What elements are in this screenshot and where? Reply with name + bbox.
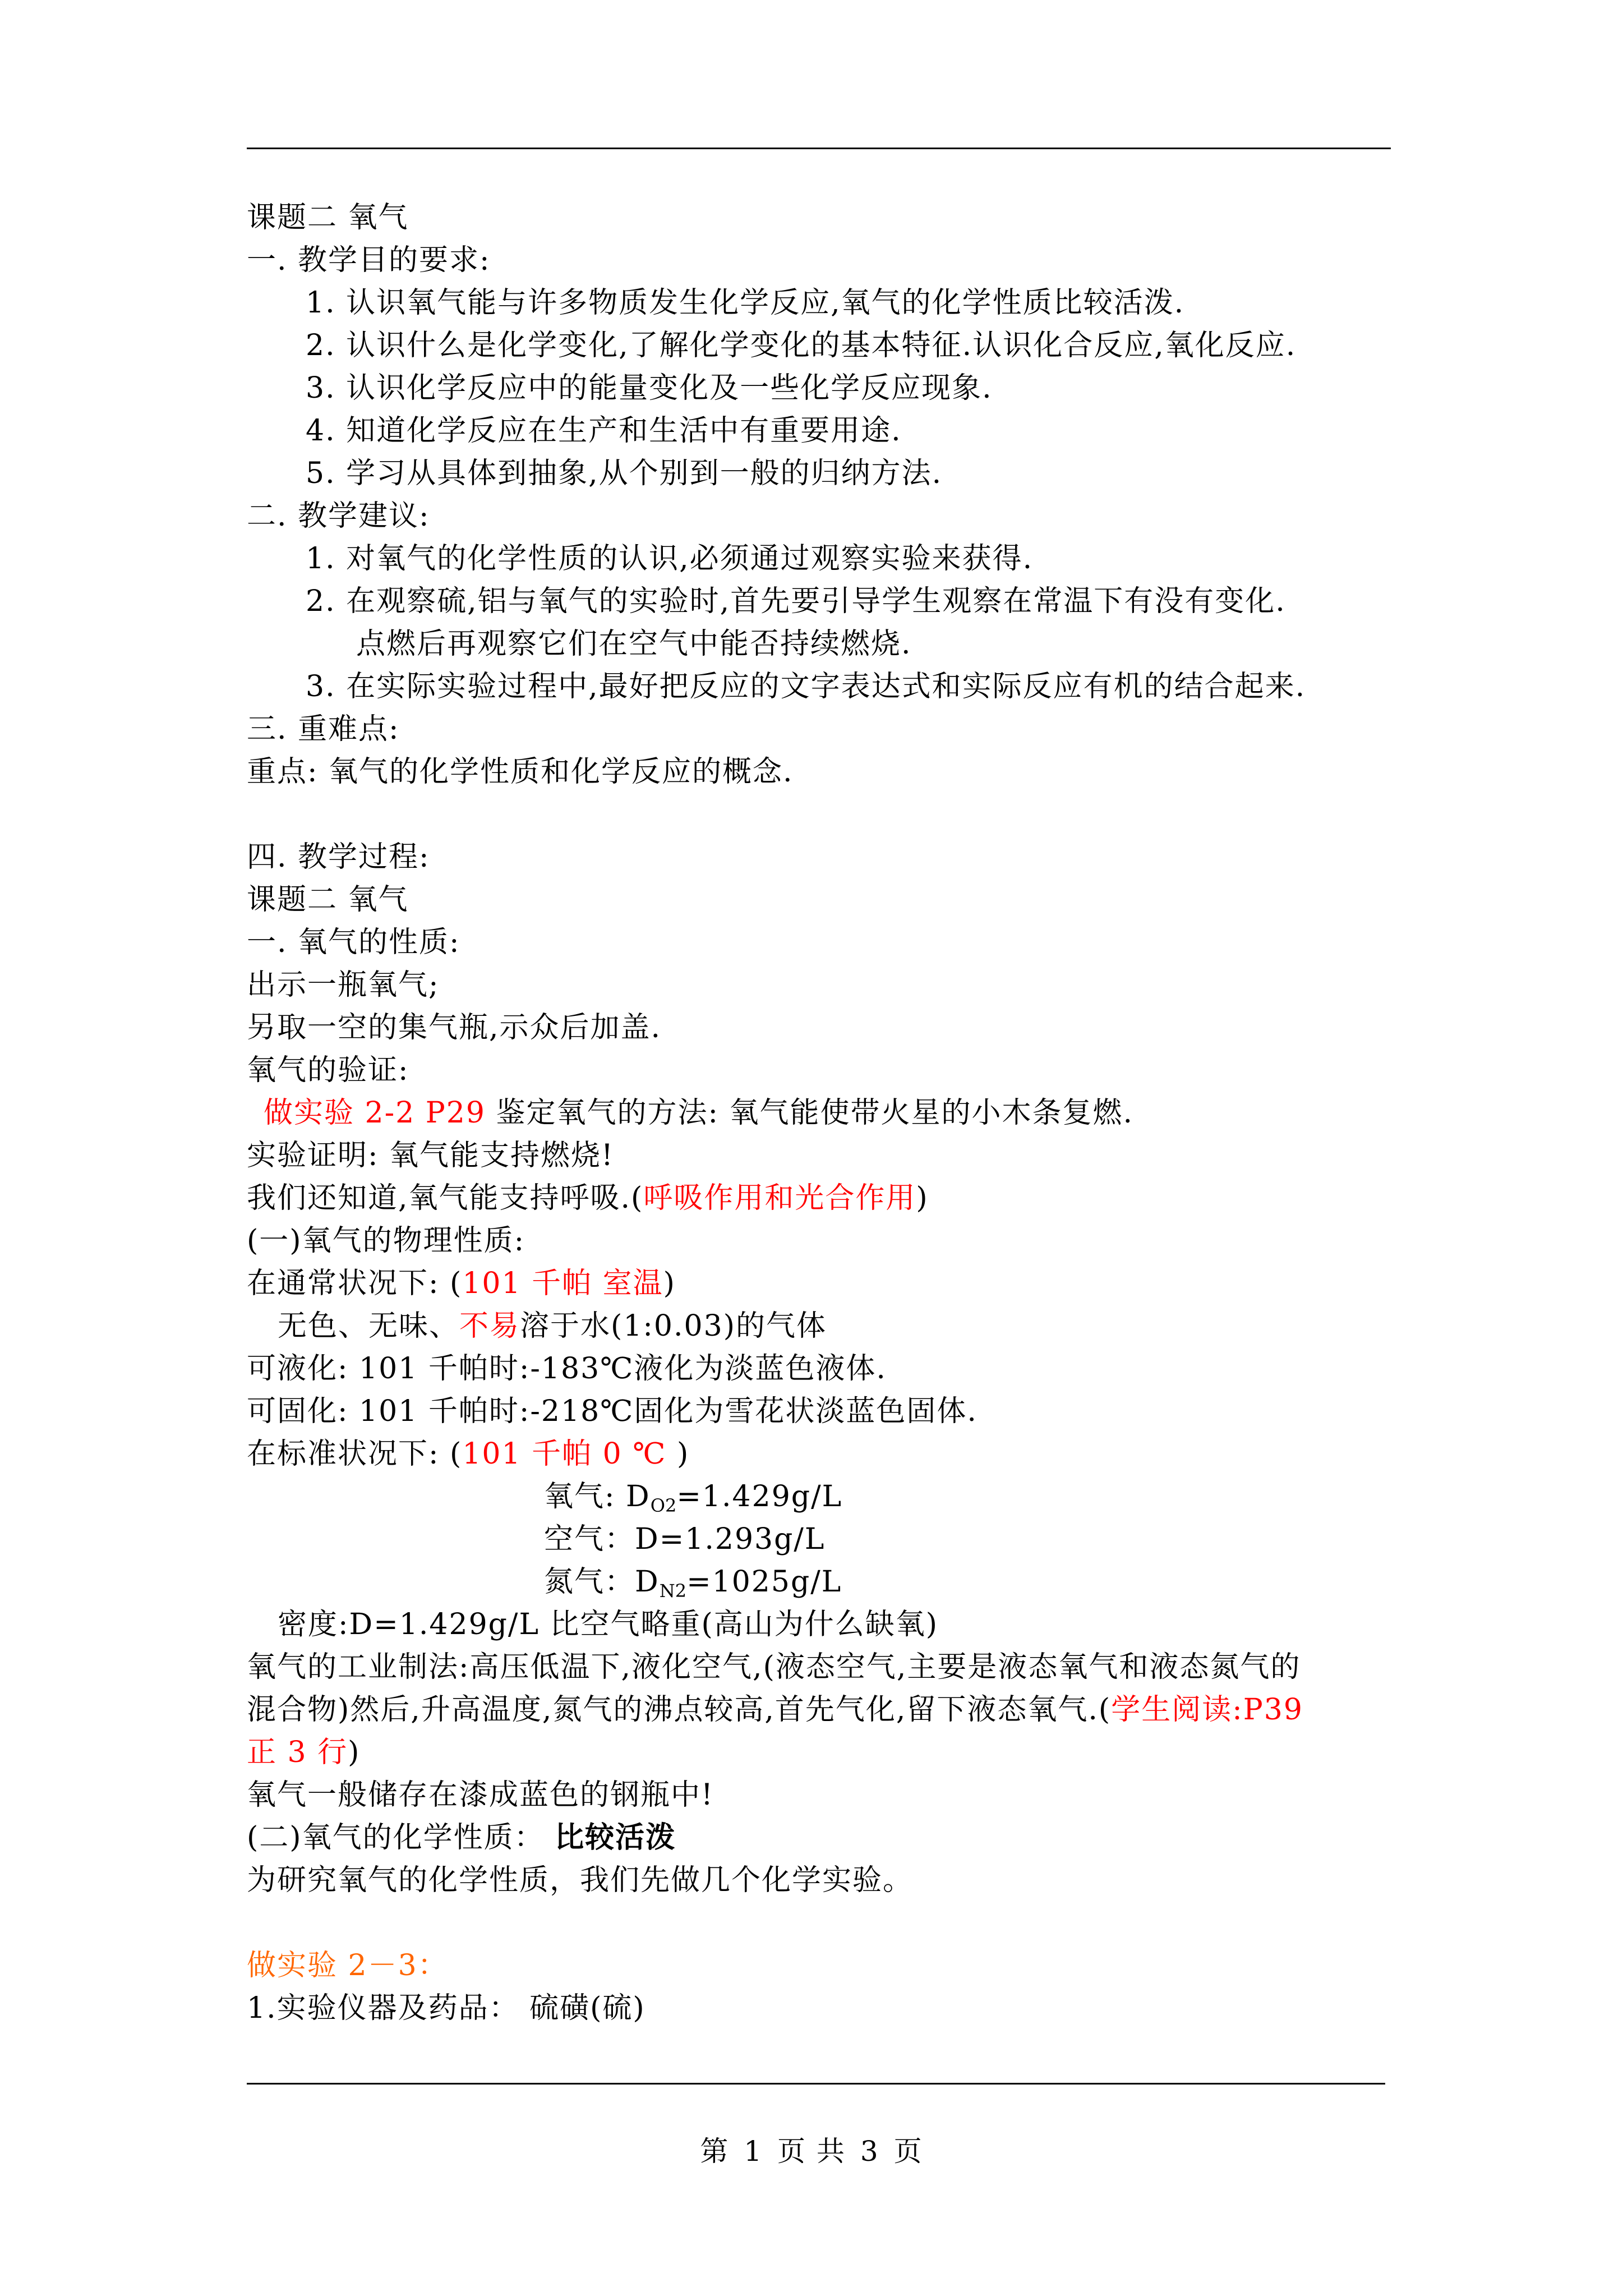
text-line: 1.实验仪器及药品： 硫磺(硫) (247, 1991, 645, 2025)
section-key-points-heading: 三. 重难点: (247, 712, 400, 746)
section-process-heading: 四. 教学过程: (247, 840, 430, 874)
chemical-properties-line (247, 1818, 676, 1858)
breath-line (247, 1178, 929, 1218)
appearance-text: 无色、无味、 (278, 1309, 460, 1343)
normal-conditions-line (247, 1263, 676, 1304)
suggestion-item: 3. 在实际实验过程中,最好把反应的文字表达式和实际反应有机的结合起来. (306, 670, 1306, 703)
text-line: 另取一空的集气瓶,示众后加盖. (247, 1011, 662, 1045)
industrial-highlight: 学生阅读:P39 (1111, 1693, 1303, 1727)
text-line: 出示一瓶氧气; (247, 968, 440, 1002)
physical-properties-heading: (一)氧气的物理性质: (247, 1224, 525, 1258)
key-point: 重点: 氧气的化学性质和化学反应的概念. (247, 755, 794, 789)
footer-middle: 页 共 (777, 2135, 846, 2168)
text-line: 氧气一般储存在漆成蓝色的钢瓶中! (247, 1778, 714, 1812)
oxygen-density-text: 氧气: D (544, 1480, 651, 1513)
oxygen-properties-heading: 一. 氧气的性质: (247, 926, 460, 959)
nitrogen-density-subscript: N2 (659, 1580, 687, 1602)
experiment-2-3-heading: 做实验 2－3： (247, 1949, 448, 1982)
lesson-title: 课题二 氧气 (247, 201, 409, 234)
appearance-highlight: 不易 (459, 1309, 520, 1343)
oxygen-density-value: =1.429g/L (676, 1480, 843, 1513)
footer-suffix: 页 (893, 2135, 923, 2168)
nitrogen-density-line (544, 1562, 842, 1611)
experiment-2-2-text: 鉴定氧气的方法: 氧气能使带火星的小木条复燃. (485, 1096, 1134, 1130)
text-line: 实验证明: 氧气能支持燃烧! (247, 1139, 614, 1172)
appearance-text-end: 溶于水(1:0.03)的气体 (520, 1309, 827, 1343)
standard-conditions-line (247, 1434, 689, 1474)
objective-item: 5. 学习从具体到抽象,从个别到一般的归纳方法. (306, 457, 943, 490)
section-suggestions-heading: 二. 教学建议: (247, 499, 430, 533)
text-line: 可固化: 101 千帕时:-218℃固化为雪花状淡蓝色固体. (247, 1395, 978, 1428)
normal-highlight: 101 千帕 室温 (462, 1267, 663, 1300)
oxygen-density-line (544, 1476, 842, 1526)
industrial-line-3 (247, 1732, 360, 1773)
standard-close: ) (666, 1437, 690, 1471)
industrial-line-2 (247, 1690, 1303, 1730)
text-line: 氧气的工业制法:高压低温下,液化空气,(液态空气,主要是液态氧气和液态氮气的 (247, 1650, 1301, 1684)
suggestion-item: 1. 对氧气的化学性质的认识,必须通过观察实验来获得. (306, 542, 1034, 576)
chemical-properties-bold: 比较活泼 (555, 1820, 676, 1855)
text-line: 为研究氧气的化学性质，我们先做几个化学实验。 (247, 1864, 914, 1897)
header-rule (247, 148, 1391, 149)
objective-item: 2. 认识什么是化学变化,了解化学变化的基本特征.认识化合反应,氧化反应. (306, 329, 1297, 362)
suggestion-item-continued: 点燃后再观察它们在空气中能否持续燃烧. (356, 627, 912, 661)
oxygen-density-subscript: O2 (650, 1495, 677, 1516)
footer-page-number: 1 (744, 2135, 763, 2168)
industrial-close: ) (348, 1736, 361, 1769)
section-objectives-heading: 一. 教学目的要求: (247, 243, 491, 277)
normal-close: ) (663, 1267, 676, 1300)
text-line: 可液化: 101 千帕时:-183℃液化为淡蓝色液体. (247, 1352, 887, 1386)
nitrogen-density-text: 氮气：D (544, 1565, 660, 1599)
industrial-text: 混合物)然后,升高温度,氮气的沸点较高,首先气化,留下液态氧气.( (247, 1693, 1112, 1727)
industrial-highlight-end: 正 3 行 (247, 1736, 348, 1769)
suggestion-item: 2. 在观察硫,铝与氧气的实验时,首先要引导学生观察在常温下有没有变化. (306, 585, 1286, 618)
chemical-properties-heading: (二)氧气的化学性质： (247, 1821, 555, 1855)
nitrogen-density-value: =1025g/L (686, 1565, 842, 1599)
footer-page-total: 3 (860, 2135, 879, 2168)
footer-rule (247, 2083, 1385, 2085)
normal-text: 在通常状况下: ( (247, 1267, 463, 1300)
text-line: 密度:D=1.429g/L 比空气略重(高山为什么缺氧) (278, 1608, 939, 1641)
breath-highlight: 呼吸作用和光合作用 (643, 1181, 916, 1215)
experiment-2-2-label: 做实验 2-2 P29 (264, 1096, 486, 1130)
page-footer (0, 2132, 1623, 2171)
objective-item: 3. 认识化学反应中的能量变化及一些化学反应现象. (306, 371, 993, 405)
standard-highlight: 101 千帕 0 ℃ (462, 1437, 667, 1471)
breath-text: 我们还知道,氧气能支持呼吸.( (247, 1181, 644, 1215)
standard-text: 在标准状况下: ( (247, 1437, 463, 1471)
appearance-line (278, 1306, 827, 1346)
footer-prefix: 第 (700, 2135, 730, 2168)
air-density-line: 空气：D=1.293g/L (544, 1522, 826, 1556)
objective-item: 4. 知道化学反应在生产和生活中有重要用途. (306, 414, 902, 448)
lesson-title-repeat: 课题二 氧气 (247, 883, 409, 917)
objective-item: 1. 认识氧气能与许多物质发生化学反应,氧气的化学性质比较活泼. (306, 286, 1185, 320)
text-line: 氧气的验证: (247, 1053, 409, 1087)
breath-close: ) (916, 1181, 929, 1215)
experiment-2-2-line (264, 1093, 1133, 1133)
